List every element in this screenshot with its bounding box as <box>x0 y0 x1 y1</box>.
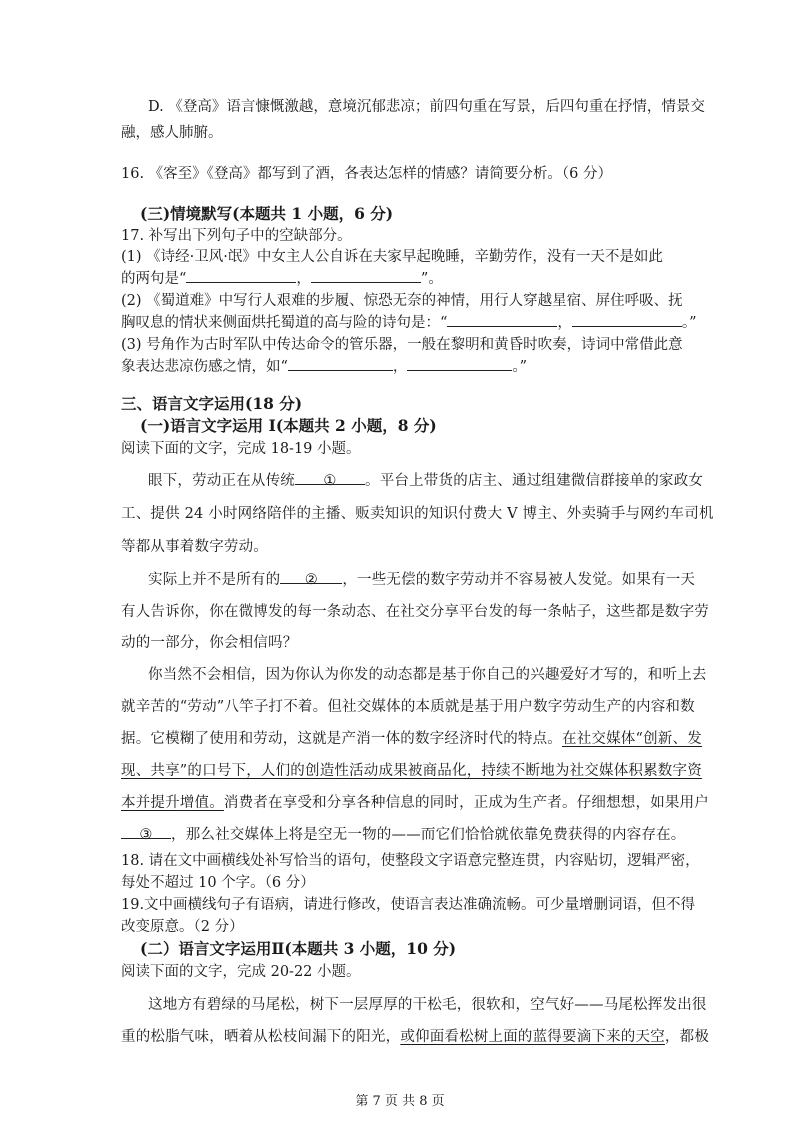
answer-blank-2[interactable]: ② <box>280 569 342 584</box>
answer-blank[interactable] <box>447 312 557 327</box>
option-d-line1: D. 《登高》语言慷慨激越，意境沉郁悲凉；前四句重在写景，后四句重在抒情，情景交 <box>148 99 705 115</box>
underlined-sentence-end: 本并提升增值。 <box>121 795 224 811</box>
passage3-line3: 据。它模糊了使用和劳动，这就是产消一体的数字经济时代的特点。在社交媒体“创新、发 <box>121 731 702 747</box>
question-19-line1: 19.文中画横线句子有语病，请进行修改，使语言表达准确流畅。可少量增删词语，但不得 <box>121 897 696 913</box>
answer-blank[interactable] <box>311 268 421 283</box>
part3-heading: 三、语言文字运用(18 分) <box>121 394 303 413</box>
q17-part3-line2: 象表达悲凉伤感之情，如“ ， 。” <box>121 356 527 378</box>
subsection-heading-1: (一)语言文字运用 I(本题共 2 小题，8 分) <box>140 416 437 435</box>
q17-part2-line2: 胸叹息的情状来侧面烘托蜀道的高与险的诗句是：“ ， 。” <box>121 312 697 334</box>
question-16: 16. 《客至》《登高》都写到了酒，各表达怎样的情感？请简要分析。（6 分） <box>121 166 613 182</box>
section-heading-dictation: (三)情境默写(本题共 1 小题，6 分) <box>140 204 394 223</box>
q17-part1-line1: (1) 《诗经·卫风·氓》中女主人公自诉在夫家早起晚睡，辛勤劳作，没有一天不是如此 <box>121 249 663 265</box>
q17-part2-line1: (2) 《蜀道难》中写行人艰难的步履、惊恐无奈的神情，用行人穿越星宿、屏住呼吸、抚 <box>121 293 683 309</box>
option-d-line2: 融，感人肺腑。 <box>121 125 223 141</box>
answer-blank[interactable] <box>186 268 296 283</box>
passage1-line1: 眼下，劳动正在从传统 ① 。平台上带货的店主、通过组建微信群接单的家政女 <box>148 470 703 492</box>
answer-blank[interactable] <box>407 356 512 371</box>
answer-blank[interactable] <box>288 356 393 371</box>
question-17: 17. 补写出下列句子中的空缺部分。 <box>121 228 352 244</box>
passage3-line4-underlined: 现、共享”的口号下，人们的创造性活动成果被商品化，持续不断地为社交媒体积累数字资 <box>121 763 702 779</box>
reading-intro-2: 阅读下面的文字，完成 20-22 小题。 <box>121 964 361 980</box>
passage3-line5: 本并提升增值。消费者在享受和分享各种信息的同时，正成为生产者。仔细想想，如果用户 <box>121 795 710 811</box>
reading-intro-1: 阅读下面的文字，完成 18-19 小题。 <box>121 441 361 457</box>
question-18-line2: 每处不超过 10 个字。（6 分） <box>121 875 315 891</box>
question-19-line2: 改变原意。（2 分） <box>121 919 244 935</box>
passage2-line2: 有人告诉你，你在微博发的每一条动态、在社交分享平台发的每一条帖子，这些都是数字劳 <box>121 604 709 620</box>
passage4-line1: 这地方有碧绿的马尾松，树下一层厚厚的干松毛，很软和，空气好——马尾松挥发出很 <box>148 997 707 1013</box>
answer-blank-1[interactable]: ① <box>295 470 365 485</box>
passage3-line1: 你当然不会相信，因为你认为你发的动态都是基于你自己的兴趣爱好才写的，和听上去 <box>148 667 707 683</box>
page-number-footer: 第 7 页 共 8 页 <box>355 1094 445 1109</box>
passage2-line1: 实际上并不是所有的 ② ，一些无偿的数字劳动并不容易被人发觉。如果有一天 <box>148 569 695 591</box>
underlined-sentence: 在社交媒体“创新、发 <box>562 731 702 747</box>
answer-blank-3[interactable]: ③ <box>121 824 171 839</box>
passage4-line2: 重的松脂气味，晒着从松枝间漏下的阳光，或仰面看松树上面的蓝得要滴下来的天空，都极 <box>121 1029 710 1045</box>
passage1-line2: 工、提供 24 小时网络陪伴的主播、贩卖知识的知识付费大 V 博主、外卖骑手与网约车司机 <box>121 506 714 522</box>
passage3-line6: ③ ，那么社交媒体上将是空无一物的——而它们恰恰就依靠免费获得的内容存在。 <box>121 824 686 846</box>
q17-part1-line2: 的两句是“ ， ”。 <box>121 268 443 290</box>
question-18-line1: 18. 请在文中画横线处补写恰当的语句，使整段文字语意完整连贯，内容贴切，逻辑严密， <box>121 853 700 869</box>
underlined-phrase: 或仰面看松树上面的蓝得要滴下来的天空 <box>400 1029 665 1045</box>
passage1-line3: 等都从事着数字劳动。 <box>121 539 268 555</box>
subsection-heading-2: (二）语言文字运用Ⅱ(本题共 3 小题，10 分) <box>140 939 457 958</box>
q17-part3-line1: (3) 号角作为古时军队中传达命令的管乐器，一般在黎明和黄昏时吹奏，诗词中常借此意 <box>121 337 683 353</box>
passage2-line3: 动的一部分，你会相信吗？ <box>121 635 298 651</box>
answer-blank[interactable] <box>572 312 682 327</box>
passage3-line2: 就辛苦的“劳动”八竿子打不着。但社交媒体的本质就是基于用户数字劳动生产的内容和数 <box>121 699 695 715</box>
